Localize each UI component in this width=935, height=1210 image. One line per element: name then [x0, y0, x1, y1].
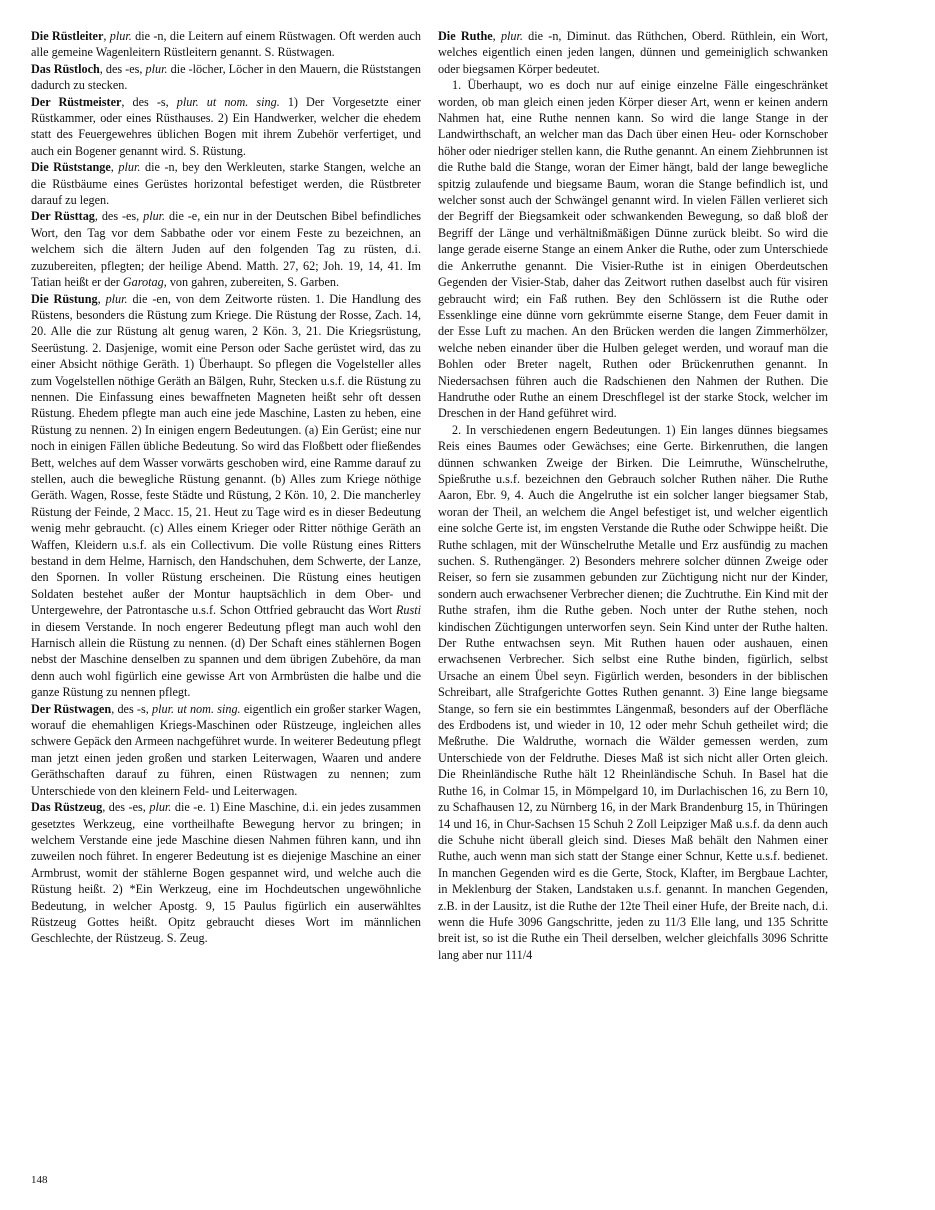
- ruthe-sense-1: 1. Überhaupt, wo es doch nur auf einige einzelne Fälle eingeschränket worden, ob man gleich einen jeden Körper dieser Art, wenn er keinen andern Nahmen hat, eine Ruthe nennen kann. So wird die lange Stange in der Landwirthschaft, an welcher man das Dach über einen Heu- oder Kornschober höher oder niedriger stellen kann, die Ruthe genannt. An einem Ziehbrunnen ist die Ruthe bald die Stange, woran der Eimer hängt, bald der lange bewegliche spitzig zulaufende und biegsame Baum, woran die Stange befindlich ist, und welcher sonst auch der Schwängel genannt wird. In vielen Fällen verlieret sich der Begriff der Biegsamkeit oder schwankenden Bewegung, so daß bloß der Begriff der Länge und verhältnißmäßigen Dünne zurück bleibt. So wird die lange gerade eiserne Stange an einem Anker die Ruthe, oder zum Unterschiede die Ankerruthe genannt. Die Visier-Ruthe ist in einigen Oberdeutschen Gegenden der Visier-Stab, daher das Zeitwort ruthen daselbst auch für visiren gebraucht wird; ein Faß ruthen. Bey den Schlössern ist die Ruthe oder Essenklinge eine dünne vorn gekrümmte eiserne Stange, dem Feuer damit in der Esse Luft zu machen. An den Brücken werden die langen Zimmerhölzer, welche neben einander über die Hulben geleget werden, und worauf man die Bohlen oder Breter nagelt, Ruthen oder Brückenruthen genannt. In Niedersachsen führen auch die Radschienen den Nahmen der Ruthen. Die Handruthe oder Ruthe an einem Dreschflegel ist der starke Stock, welcher im Dreschen in der Hand geführet wird.: [438, 78, 828, 421]
- entry-ruststange: [31, 159, 421, 208]
- definition: die -löcher, Löcher in den Mauern, die Rüststangen dadurch zu stecken.: [31, 61, 422, 93]
- inflection: , des -es,: [102, 800, 150, 815]
- headword: Die Rüststange: [31, 160, 111, 175]
- entry-ruestmeister: [31, 94, 421, 160]
- inflection: , des -es,: [94, 209, 144, 224]
- inflection: , des -es,: [99, 61, 146, 76]
- grammar: plur.: [105, 291, 128, 306]
- left-column: [31, 28, 421, 947]
- definition: die -n, die Leitern auf einem Rüstwagen. Oft werden auch alle gemeine Wagenleitern Rüstleitern genannt. S. Rüstwagen.: [31, 29, 421, 60]
- inflection: ,: [110, 160, 119, 175]
- entry-ruestloch: [31, 61, 421, 94]
- grammar: plur.: [500, 29, 523, 43]
- grammar: plur.: [149, 800, 172, 815]
- definition-continued: , von gahren, zubereiten, S. Garben.: [163, 275, 340, 290]
- italic-term: Garotag: [122, 275, 164, 290]
- inflection: ,: [492, 29, 501, 43]
- entry-ruthe: [438, 28, 828, 77]
- entry-ruesttag: [31, 208, 421, 290]
- headword: Der Rüstmeister: [31, 94, 122, 109]
- italic-term: Rusti: [395, 603, 421, 618]
- grammar: plur.: [143, 209, 166, 224]
- definition: eigentlich ein großer starker Wagen, worauf die ehemahligen Kriegs-Maschinen oder Rüstzeuge, ingleichen alles schwere Gepäck den Armeen nachgeführet wurde. In weiterer Bedeutung pflegt man jetzt einen jeden großen und starken Leiterwagen, Waaren und andere Geräthschaften darauf zu führen, einen Rüstwagen zu nennen; zum Unterschiede von den kleinern Feld- und Leiterwagen.: [31, 701, 421, 798]
- entry-ruestleiter: [31, 28, 421, 61]
- grammar: plur.: [118, 160, 141, 175]
- page-number: 148: [31, 1174, 48, 1186]
- headword: Das Rüstzeug: [31, 800, 103, 815]
- entry-ruestzeug: [31, 799, 421, 947]
- grammar: plur. ut nom. sing.: [176, 94, 280, 109]
- entry-ruestwagen: [31, 701, 421, 799]
- ruthe-sense-2: 2. In verschiedenen engern Bedeutungen. 1) Ein langes dünnes biegsames Reis eines Baumes oder Gewächses; eine Gerte. Birkenruthen, die langen dünnen schwanken Zweige der Birken. Die Leimruthe, Wünschelruthe, Spießruthe u.s.f. bezeichnen den Gebrauch solcher Ruthen näher. Die Ruthe Aaron, Ebr. 9, 4. Auch die Angelruthe ist ein solcher langer biegsamer Stab, woran der Theil, an welchem die Angel befestiget ist, und welcher eigentlich eine solche Gerte ist, im engsten Verstande die Ruthe oder Schwippe heißt. Die Ruthe schlagen, mit der Wünschelruthe Metalle und Erz ausfündig zu machen suchen. S. Ruthengänger. 2) Besonders mehrere solcher dünnen Zweige oder Reiser, so fern sie zusammen gebunden zur Züchtigung nicht nur der Kinder, sondern auch erwachsener Verbrecher dienen; die Zuchtruthe. Ein Kind mit der Ruthe strafen, ihm die Ruthe geben. Noch unter der Ruthe stehen, noch kindischen Züchtigungen unterworfen seyn. Sein Kind unter der Ruthe halten. Der Ruthe entwachsen seyn. Mit Ruthen hauen oder aushauen, einen erwachsenen Verbrecher. Sich selbst eine Ruthe binden, figürlich, selbst Ursache an einem Übel seyn. Figürlich werden, besonders in der biblischen Schreibart, alle Strafgerichte Gottes Ruthen genannt. 3) Eine lange biegsame Stange, so fern sie ein bestimmtes Längenmaß, besonders auf der Oberfläche des Erdbodens ist, und wieder in 10, 12 oder mehr Schuh getheilet wird; die Meßruthe. Die Waldruthe, wornach die Wälder gemessen werden, zum Unterschiede von der Feldruthe. Dieses Maß ist sich nicht aller Orten gleich. Die Rheinländische Ruthe hält 12 Rheinländische Schuh. In Basel hat die Ruthe 16, in Colmar 15, in Mömpelgard 10, im Durlachischen 16, zu Bern 10, zu Schafhausen 12, zu Nürnberg 16, in der Mark Brandenburg 15, in Thüringen 14 und 16, in Chur-Sachsen 15 Schuh 2 Zoll Leipziger Maß u.s.f. da denn auch die Schuhe nicht überall gleich sind. Dieses Maß behält den Nahmen einer Ruthe, auch wenn man sich statt der Stange einer Schnur, Kette u.s.f. bedienet. In manchen Gegenden wird es die Gerte, Stock, Klafter, im Bergbaue Lachter, in Meklenburg der Staken, Landstaken u.s.f. genannt. In manchen Gegenden, z.B. in der Lausitz, ist die Ruthe der 12te Theil einer Hufe, der Breite nach, d.i. wenn die Hufe 3096 Gangschritte, jeden zu 11/3 Elle lang, und 135 Schritte breit ist, so ist die Ruthe ein Theil derselben, welcher gleichfalls 3096 Schritte lang aber nur 111/4: [438, 422, 828, 962]
- inflection: ,: [97, 291, 106, 306]
- grammar: plur. ut nom. sing.: [152, 701, 241, 716]
- headword: Das Rüstloch: [31, 61, 100, 76]
- definition: die -en, von dem Zeitworte rüsten. 1. Die Handlung des Rüstens, besonders die Rüstung zum Kriege. Die Rüstung der Rosse, Zach. 14, 20. Alle die zur Rüstung alt genug waren, 2 Kön. 3, 21. Die Kriegsrüstung, Seerüstung. 2. Dasjenige, womit eine Person oder Sache gerüstet wird, das zu einer Absicht nöthige Geräth. 1) Überhaupt. So pflegen die Vogelsteller alles zum Vogelstellen nöthige Geräth an Bälgen, Ruhr, Stecken u.s.f. die Rüstung zu nennen. Die Einfassung eines bewaffneten Magneten heißt sehr oft dessen Rüstung. Ehedem pflegte man auch eine jede Maschine, Lasten zu heben, eine Rüstung zu nennen. 2) In einigen engern Bedeutungen. (a) Ein Gerüst; eine nur noch in einigen Fällen übliche Bedeutung. So wird das Floßbett oder fließendes Bett, welches auf dem Wasser vorwärts geschoben wird, eine Ramme darauf zu stellen, auch die bewegliche Rüstung genannt. (b) Alles zum Kriege nöthige Geräth. Wagen, Rosse, feste Städte und Rüstung, 2 Kön. 10, 2. Die mancherley Rüstung der Feinde, 2 Macc. 15, 21. Heut zu Tage wird es in dieser Bedeutung wenig mehr gebraucht. (c) Alles einem Krieger oder Ritter nöthige Geräth an Waffen, Kleidern u.s.f. als ein Collectivum. Die volle Rüstung eines Ritters bestand in dem Helme, Harnisch, den Handschuhen, dem Schwerte, der Lanze, den Spornen. In voller Rüstung erscheinen. Die Rüstung eines heutigen Soldaten bestehet außer der Montur hauptsächlich in dem Ober- und Untergewehre, der Patrontasche u.s.f. Schon Ottfried gebraucht das Wort: [31, 291, 421, 618]
- definition: die -n, bey den Werkleuten, starke Stangen, welche an die Rüstbäume eines Gerüstes horizontal befestiget werden, die Rüstbreter darauf zu legen.: [31, 160, 422, 208]
- grammar: plur.: [109, 29, 132, 43]
- definition: 1) Der Vorgesetzte einer Rüstkammer, oder eines Rüsthauses. 2) Ein Handwerker, welcher die ehedem statt des Feuergewehres üblichen Bogen mit ihrem Zubehör verfertiget, und auch ein Bogener genannt wird. S. Rüstung.: [31, 94, 421, 158]
- inflection: , des -s,: [121, 94, 177, 109]
- definition: die -e, ein nur in der Deutschen Bibel befindliches Wort, den Tag vor dem Sabbathe oder vor einem Feste zu bezeichnen, an welchem sich die ältern Juden auf den folgenden Tag zu rüsten, d.i. zuzubereiten, pflegten; der heilige Abend. Matth. 27, 62; Joh. 19, 14, 41. Im Tatian heißt er der: [31, 209, 421, 290]
- separator: ,: [103, 29, 110, 43]
- grammar: plur.: [145, 61, 168, 76]
- right-column: [438, 28, 828, 963]
- definition: die -e. 1) Eine Maschine, d.i. ein jedes zusammen gesetztes Werkzeug, eine vortheilhafte Bewegung hervor zu bringen; in welchem Verstande eine jede Maschine diesen Nahmen führen kann, und ihn zuweilen noch führet. In engerer Bedeutung ist es diejenige Maschine an einer Armbrust, womit der stählerne Bogen gespannet wird, und welche auch die Rüstung heißt. 2) *Ein Werkzeug, eine im Hochdeutschen ungewöhnliche Bedeutung, in welcher Apostg. 9, 15 Paulus figürlich ein auserwähltes Rüstzeug Gottes heißt. Opitz gebraucht dieses Wort im männlichen Geschlechte, der Rüstzeug. S. Zeug.: [31, 800, 421, 946]
- definition: die -n, Diminut. das Rüthchen, Oberd. Rüthlein, ein Wort, welches eigentlich einen jeden langen, dünnen und gemeiniglich schwanken oder biegsamen Körper bedeutet.: [438, 29, 829, 76]
- headword: Die Rüstleiter: [31, 29, 104, 43]
- headword: Der Rüsttag: [31, 209, 95, 224]
- inflection: , des -s,: [111, 701, 153, 716]
- definition-continued: in diesem Verstande. In noch engerer Bedeutung pflegt man auch wohl den Harnisch allein die Rüstung zu nennen. (d) Der Schaft eines stählernen Bogen nebst der Maschine denselben zu spannen und dem übrigen Zubehöre, da man denn auch wohl figürlich eine gewisse Art von Armbrüsten die halbe und die ganze Rüstung zu nennen pflegt.: [31, 619, 421, 700]
- headword: Die Ruthe: [438, 29, 493, 43]
- headword: Die Rüstung: [31, 291, 98, 306]
- headword: Der Rüstwagen: [31, 701, 112, 716]
- entry-ruestung: [31, 291, 421, 701]
